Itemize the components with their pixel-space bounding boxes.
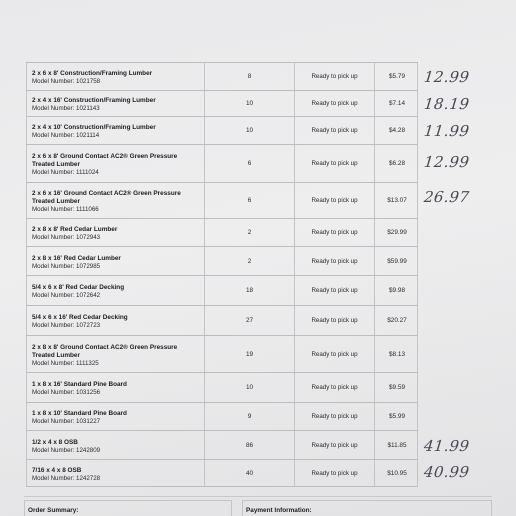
handwritten-price-note: 11.99 (423, 122, 471, 140)
item-quantity: 19 (205, 336, 295, 372)
item-model-number: Model Number: 1111325 (32, 359, 99, 367)
order-items-table (26, 62, 418, 487)
item-model-number: Model Number: 1242728 (32, 474, 101, 482)
item-title: 1 x 8 x 16' Standard Pine Board (32, 381, 127, 388)
item-status: Ready to pick up (295, 183, 375, 218)
item-quantity: 10 (205, 117, 295, 144)
payment-info-label: Payment Information: (246, 507, 312, 514)
item-name-cell (27, 183, 205, 218)
item-name-cell (27, 91, 205, 116)
table-row (26, 145, 418, 183)
item-price: $10.95 (387, 469, 407, 477)
table-row (26, 373, 418, 403)
item-status: Ready to pick up (295, 460, 375, 486)
item-name-cell (27, 306, 205, 335)
item-status: Ready to pick up (295, 431, 375, 459)
table-row (26, 306, 418, 336)
item-title: 7/16 x 4 x 8 OSB (32, 466, 82, 474)
item-price: $9.98 (389, 287, 405, 294)
item-name-cell (27, 276, 205, 305)
item-quantity: 6 (205, 145, 295, 182)
item-title: 5/4 x 6 x 8' Red Cedar Decking (32, 284, 125, 291)
item-model-number: Model Number: 1031227 (32, 418, 101, 425)
order-summary-section (24, 496, 492, 516)
item-price: $9.59 (389, 384, 405, 391)
item-status: Ready to pick up (295, 219, 375, 246)
item-name-cell (27, 373, 205, 402)
item-model-number: Model Number: 1242809 (32, 446, 101, 454)
table-row (26, 117, 418, 145)
item-model-number: Model Number: 1072985 (32, 262, 101, 270)
item-quantity: 2 (205, 219, 295, 246)
order-summary-label: Order Summary: (28, 507, 79, 514)
item-price: $20.27 (387, 317, 407, 324)
table-row (26, 403, 418, 431)
item-model-number: Model Number: 1072943 (32, 234, 101, 241)
item-quantity: 8 (205, 63, 295, 90)
item-name-cell (27, 403, 205, 430)
item-price: $7.14 (389, 100, 405, 107)
item-title: 2 x 8 x 8' Ground Contact AC2® Green Pressure Treated Lumber (32, 343, 178, 359)
handwritten-price-note: 26.97 (423, 188, 471, 206)
item-title: 2 x 6 x 8' Ground Contact AC2® Green Pressure Treated Lumber (32, 153, 178, 168)
item-status: Ready to pick up (295, 403, 375, 430)
handwritten-price-note: 41.99 (423, 437, 471, 455)
item-name-cell (27, 219, 205, 246)
table-row (26, 183, 418, 219)
item-price: $8.13 (389, 350, 405, 358)
item-quantity: 2 (205, 247, 295, 275)
item-model-number: Model Number: 1072723 (32, 322, 101, 329)
item-price: $11.85 (387, 441, 407, 449)
item-quantity: 18 (205, 276, 295, 305)
table-row (26, 460, 418, 487)
item-title: 1/2 x 4 x 8 OSB (32, 438, 78, 446)
item-name-cell (27, 460, 205, 486)
item-title: 2 x 4 x 10' Construction/Framing Lumber (32, 124, 156, 131)
table-row (26, 91, 418, 117)
item-model-number: Model Number: 1021143 (32, 105, 100, 112)
table-row (26, 63, 418, 91)
item-model-number: Model Number: 1031256 (32, 389, 101, 396)
item-model-number: Model Number: 1021758 (32, 78, 101, 85)
table-row (26, 247, 418, 276)
item-name-cell (27, 247, 205, 275)
handwritten-price-note: 12.99 (423, 153, 471, 171)
item-quantity: 40 (205, 460, 295, 486)
item-title: 2 x 8 x 8' Red Cedar Lumber (32, 226, 118, 233)
handwritten-price-note: 18.19 (423, 95, 471, 113)
item-status: Ready to pick up (295, 117, 375, 144)
item-status: Ready to pick up (295, 91, 375, 116)
item-model-number: Model Number: 1021114 (32, 132, 100, 139)
item-title: 2 x 4 x 16' Construction/Framing Lumber (32, 97, 156, 104)
item-quantity: 10 (205, 91, 295, 116)
table-row (26, 276, 418, 306)
item-model-number: Model Number: 1072642 (32, 292, 101, 299)
item-price: $5.99 (389, 413, 405, 420)
item-title: 2 x 6 x 8' Construction/Framing Lumber (32, 70, 153, 77)
item-status: Ready to pick up (295, 276, 375, 305)
table-row (26, 336, 418, 373)
item-name-cell (27, 63, 205, 90)
item-name-cell (27, 431, 205, 459)
item-status: Ready to pick up (295, 63, 375, 90)
item-price: $29.99 (387, 229, 407, 236)
item-title: 2 x 8 x 16' Red Cedar Lumber (32, 254, 121, 262)
item-status: Ready to pick up (295, 336, 375, 372)
item-price: $5.79 (389, 73, 405, 80)
item-price: $59.99 (387, 257, 407, 265)
item-name-cell (27, 145, 205, 182)
item-quantity: 86 (205, 431, 295, 459)
table-row (26, 219, 418, 247)
item-price: $6.28 (389, 160, 405, 167)
item-quantity: 10 (205, 373, 295, 402)
item-quantity: 27 (205, 306, 295, 335)
item-quantity: 9 (205, 403, 295, 430)
item-status: Ready to pick up (295, 145, 375, 182)
item-title: 1 x 8 x 10' Standard Pine Board (32, 410, 127, 417)
item-status: Ready to pick up (295, 247, 375, 275)
handwritten-price-note: 12.99 (423, 68, 471, 86)
item-price: $4.28 (389, 127, 405, 134)
item-title: 2 x 6 x 16' Ground Contact AC2® Green Pressure Treated Lumber (32, 190, 181, 205)
item-model-number: Model Number: 1111066 (32, 206, 99, 213)
item-name-cell (27, 336, 205, 372)
item-quantity: 6 (205, 183, 295, 218)
item-status: Ready to pick up (295, 373, 375, 402)
table-row (26, 431, 418, 460)
item-name-cell (27, 117, 205, 144)
handwritten-price-note: 40.99 (423, 463, 471, 481)
item-status: Ready to pick up (295, 306, 375, 335)
item-model-number: Model Number: 1111024 (32, 169, 99, 176)
item-price: $13.07 (387, 197, 407, 204)
item-title: 5/4 x 6 x 16' Red Cedar Decking (32, 314, 128, 321)
